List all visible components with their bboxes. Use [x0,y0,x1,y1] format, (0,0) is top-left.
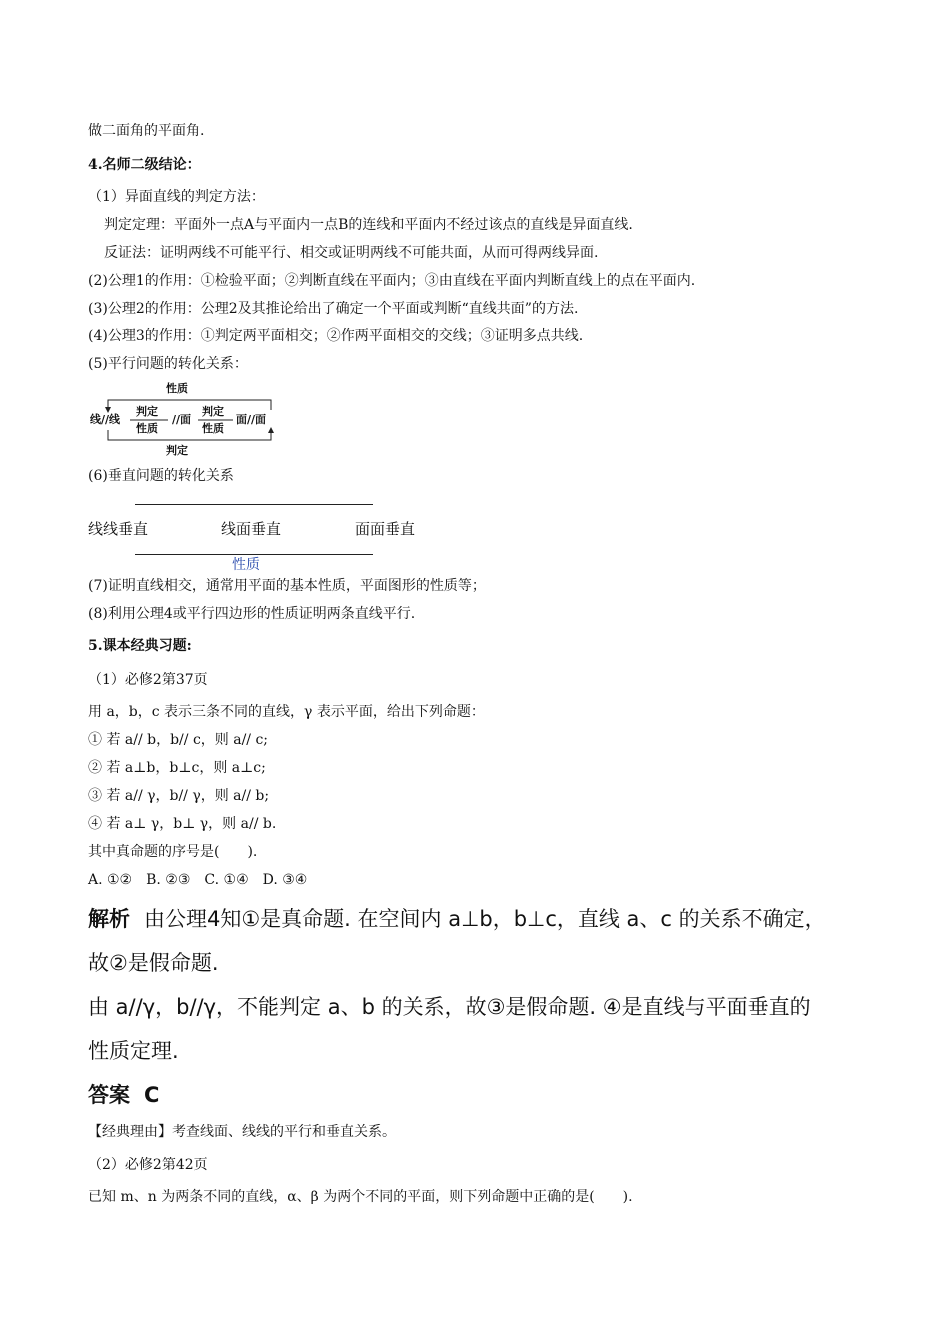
diagram-label: 性质 [202,422,224,435]
text-line: (3)公理2的作用：公理2及其推论给出了确定一个平面或判断“直线共面”的方法. [88,301,579,317]
solution-text: 由公理4知①是真命题. 在空间内 a⊥b，b⊥c，直线 a、c 的关系不确定， [144,907,826,931]
question-text: 用 a，b，c 表示三条不同的直线，γ 表示平面，给出下列命题： [88,704,485,720]
section-heading: 4.名师二级结论： [88,157,201,173]
text-line: 【经典理由】考查线面、线线的平行和垂直关系。 [88,1124,396,1140]
diagram-node-line-face-perp: 线面垂直 [221,520,282,538]
diagram-label-top: 性质 [166,382,188,395]
section-heading: 5.课本经典习题: [88,638,192,654]
text-line: 其中真命题的序号是( ). [88,844,258,860]
text-line: 反证法：证明两线不可能平行、相交或证明两线不可能共面，从而可得两线异面. [104,245,599,261]
answer-value: C [144,1083,160,1107]
text-line: 判定定理：平面外一点A与平面内一点B的连线和平面内不经过该点的直线是异面直线. [104,217,633,233]
diagram-label: 判定 [202,405,224,418]
solution-line: 性质定理. [88,1039,179,1063]
option-line: ③ 若 a// γ，b// γ，则 a// b; [88,788,270,804]
answer-label: 答案 [88,1083,130,1107]
text-line: (7)证明直线相交，通常用平面的基本性质，平面图形的性质等； [88,578,486,594]
diagram-node-line-line-perp: 线线垂直 [88,520,149,538]
solution-line [88,906,826,932]
text-line: 做二面角的平面角. [88,123,205,139]
text-line: (4)公理3的作用：①判定两平面相交；②作两平面相交的交线；③证明多点共线. [88,328,584,344]
diagram-node-face-face: 面//面 [236,413,267,426]
solution-label: 解析 [88,907,130,931]
text-line: （1）异面直线的判定方法： [88,189,265,205]
text-line: （2）必修2第42页 [88,1157,208,1173]
diagram-bar [135,504,373,505]
text-line: (2)公理1的作用：①检验平面；②判断直线在平面内；③由直线在平面内判断直线上的点在平面内. [88,273,696,289]
text-line: （1）必修2第37页 [88,672,208,688]
diagram-node-line-line: 线//线 [90,413,121,426]
diagram-node-line-face: //面 [172,413,192,426]
answer-line [88,1082,159,1108]
text-line: (8)利用公理4或平行四边形的性质证明两条直线平行. [88,606,416,622]
option-line: ② 若 a⊥b，b⊥c，则 a⊥c; [88,760,266,776]
diagram-node-face-face-perp: 面面垂直 [355,520,416,538]
text-line: (6)垂直问题的转化关系 [88,468,234,484]
diagram-label-property: 性质 [232,557,260,573]
solution-line: 由 a//γ，b//γ，不能判定 a、b 的关系，故③是假命题. ④是直线与平面垂直的 [88,995,811,1019]
solution-line: 故②是假命题. [88,951,219,975]
diagram-label: 性质 [136,422,158,435]
diagram-label-bottom: 判定 [166,444,188,457]
diagram-bar [135,554,373,555]
parallel-diagram [88,380,288,460]
question-text: 已知 m、n 为两条不同的直线，α、β 为两个不同的平面，则下列命题中正确的是( ). [88,1189,633,1205]
text-line: (5)平行问题的转化关系： [88,356,248,372]
option-line: ① 若 a// b，b// c，则 a// c; [88,732,269,748]
choices-line: A. ①② B. ②③ C. ①④ D. ③④ [88,872,308,888]
diagram-label: 判定 [136,405,158,418]
option-line: ④ 若 a⊥ γ，b⊥ γ，则 a// b. [88,816,277,832]
